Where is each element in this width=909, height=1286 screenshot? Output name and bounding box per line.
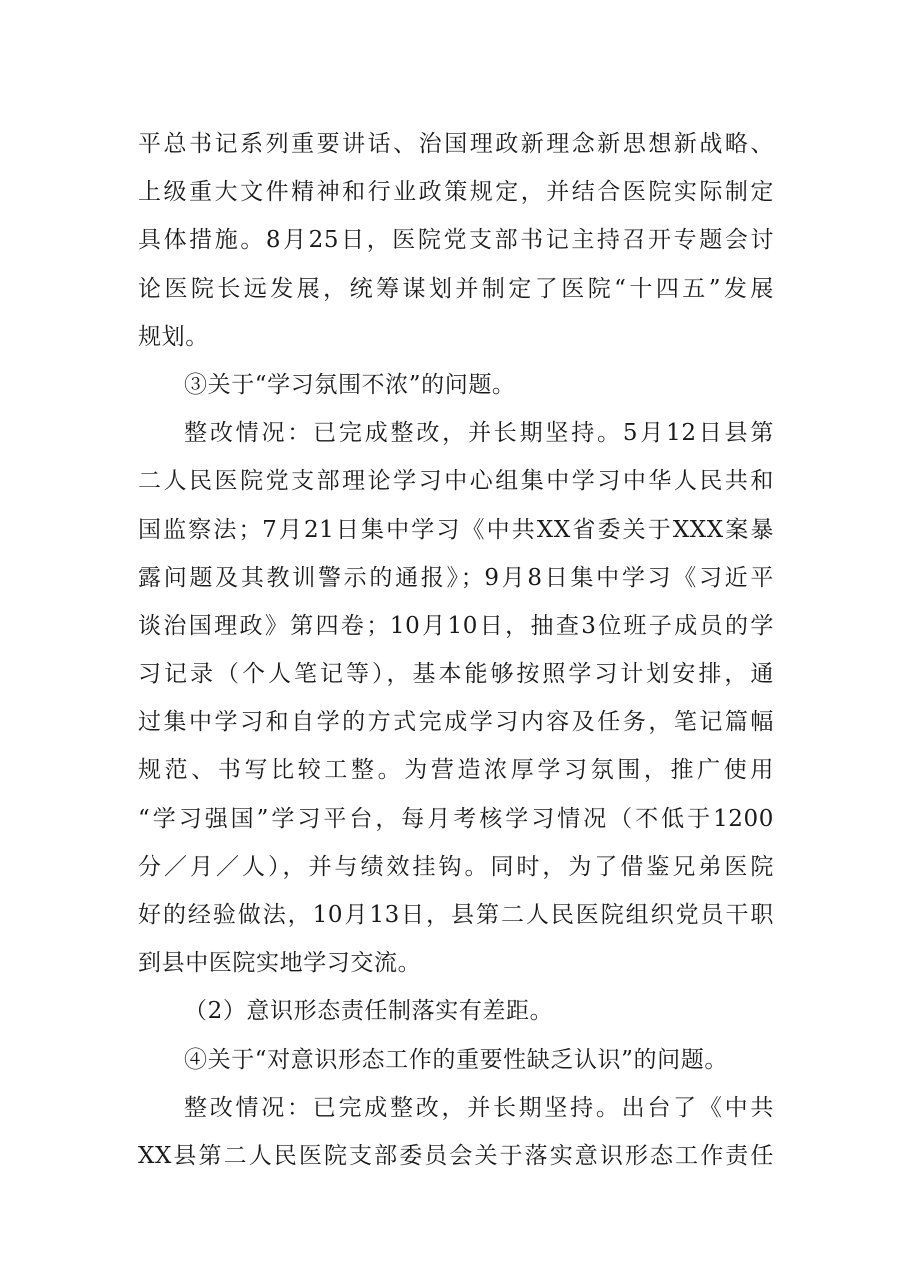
section-heading: （2）意识形态责任制落实有差距。 xyxy=(184,998,554,1025)
paragraph-line: 习记录（个人笔记等），基本能够按照学习计划安排，通 xyxy=(138,661,774,688)
paragraph-line: “学习强国”学习平台，每月考核学习情况（不低于1200 xyxy=(138,805,774,832)
paragraph-line: 国监察法；7月21日集中学习《中共XX省委关于XXX案暴 xyxy=(138,516,774,543)
paragraph-line: 露问题及其教训警示的通报》；9月8日集中学习《习近平 xyxy=(138,564,774,591)
paragraph-line: 分／月／人），并与绩效挂钩。同时，为了借鉴兄弟医院 xyxy=(138,853,774,880)
paragraph-line: 到县中医院实地学习交流。 xyxy=(138,950,422,977)
body-text xyxy=(138,120,774,1180)
paragraph-line: XX县第二人民医院支部委员会关于落实意识形态工作责任 xyxy=(138,1142,774,1169)
paragraph-line: 上级重大文件精神和行业政策规定，并结合医院实际制定 xyxy=(138,179,774,206)
paragraph-line: 论医院长远发展，统筹谋划并制定了医院“十四五”发展 xyxy=(138,275,774,302)
paragraph-line: 平总书记系列重要讲话、治国理政新理念新思想新战略、 xyxy=(138,131,774,157)
paragraph-line: 具体措施。8月25日，医院党支部书记主持召开专题会讨 xyxy=(138,227,774,254)
paragraph-line: 整改情况：已完成整改，并长期坚持。5月12日县第 xyxy=(184,420,774,447)
section-heading: ③关于“学习氛围不浓”的问题。 xyxy=(184,371,516,398)
section-heading: ④关于“对意识形态工作的重要性缺乏认识”的问题。 xyxy=(184,1046,728,1073)
paragraph-line: 过集中学习和自学的方式完成学习内容及任务，笔记篇幅 xyxy=(138,709,774,736)
paragraph-line: 二人民医院党支部理论学习中心组集中学习中华人民共和 xyxy=(138,468,774,495)
paragraph-line: 好的经验做法，10月13日，县第二人民医院组织党员干职 xyxy=(138,902,774,928)
paragraph-line: 谈治国理政》第四卷；10月10日，抽查3位班子成员的学 xyxy=(138,612,774,639)
paragraph-line: 规范、书写比较工整。为营造浓厚学习氛围，推广使用 xyxy=(138,757,774,784)
paragraph-line: 整改情况：已完成整改，并长期坚持。出台了《中共 xyxy=(184,1094,774,1121)
paragraph-line: 规划。 xyxy=(138,323,209,350)
